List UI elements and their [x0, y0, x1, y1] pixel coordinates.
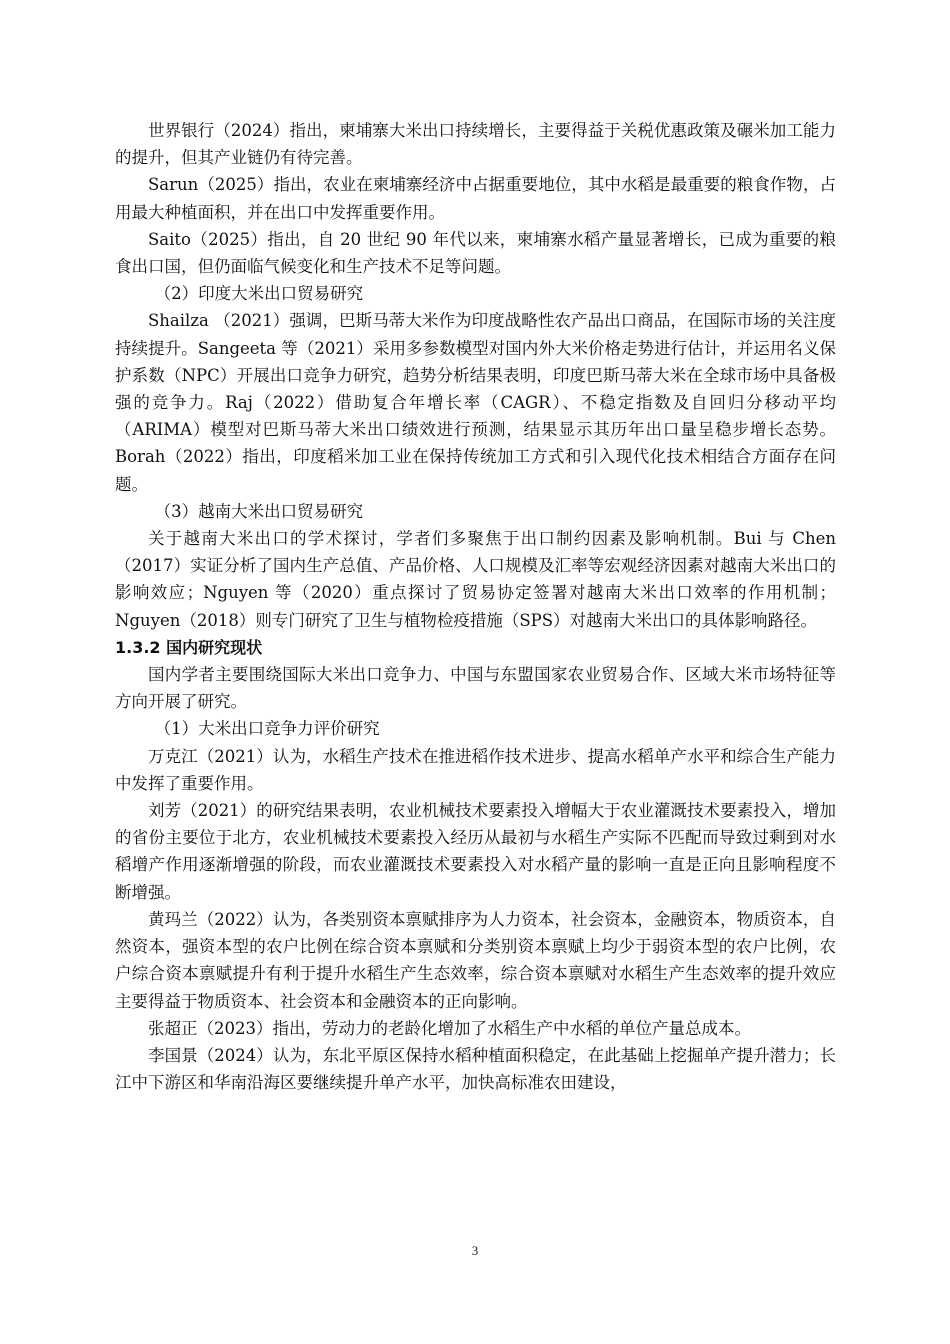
- subheading-india-rice-export: （2）印度大米出口贸易研究: [154, 284, 364, 304]
- paragraph-vietnam-research: 关于越南大米出口的学术探讨，学者们多聚焦于出口制约因素及影响机制。Bui 与 Chen（2017）实证分析了国内生产总值、产品价格、人口规模及汇率等宏观经济因素对越南大米出口的影响效应；Nguyen 等（2020）重点探讨了贸易协定签署对越南大米出口效率的作用机制；Nguyen（2018）则专门研究了卫生与植物检疫措施（SPS）对越南大米出口的具体影响路径。: [115, 529, 836, 630]
- paragraph-huang-malan: 黄玛兰（2022）认为，各类别资本禀赋排序为人力资本，社会资本，金融资本，物质资本，自然资本，强资本型的农户比例在综合资本禀赋和分类别资本禀赋上均少于弱资本型的农户比例，农户综合资本禀赋提升有利于提升水稻生产生态效率，综合资本禀赋对水稻生产生态效率的提升效应主要得益于物质资本、社会资本和金融资本的正向影响。: [115, 909, 836, 1011]
- paragraph-zhang-chaozheng: 张超正（2023）指出，劳动力的老龄化增加了水稻生产中水稻的单位产量总成本。: [148, 1018, 751, 1038]
- page-number: 3: [471, 1243, 479, 1258]
- paragraph-saito: Saito（2025）指出，自 20 世纪 90 年代以来，柬埔寨水稻产量显著增长，已成为重要的粮食出口国，但仍面临气候变化和生产技术不足等问题。: [115, 229, 836, 277]
- paragraph-india-research: Shailza （2021）强调，巴斯马蒂大米作为印度战略性农产品出口商品，在国际市场的关注度持续提升。Sangeeta 等（2021）采用多参数模型对国内外大米价格走势进行估计，并运用名义保护系数（NPC）开展出口竞争力研究，趋势分析结果表明，印度巴斯马蒂大米在全球市场中具备极强的竞争力。Raj（2022）借助复合年增长率（CAGR）、不稳定指数及自回归分移动平均（ARIMA）模型对巴斯马蒂大米出口绩效进行预测，结果显示其历年出口量呈稳步增长态势。Borah（2022）指出，印度稻米加工业在保持传统加工方式和引入现代化技术相结合方面存在问题。: [115, 311, 836, 494]
- subheading-competitiveness-evaluation: （1）大米出口竞争力评价研究: [154, 719, 380, 739]
- paragraph-world-bank: 世界银行（2024）指出，柬埔寨大米出口持续增长，主要得益于关税优惠政策及碾米加工能力的提升，但其产业链仍有待完善。: [115, 121, 836, 168]
- paragraph-li-guojing: 李国景（2024）认为，东北平原区保持水稻种植面积稳定，在此基础上挖掘单产提升潜力；长江中下游区和华南沿海区要继续提升单产水平，加快高标准农田建设，: [115, 1045, 836, 1093]
- document-body: [115, 117, 836, 1096]
- paragraph-sarun: Sarun（2025）指出，农业在柬埔寨经济中占据重要地位，其中水稻是最重要的粮食作物，占用最大种植面积，并在出口中发挥重要作用。: [115, 175, 836, 222]
- paragraph-wan-kejiang: 万克江（2021）认为，水稻生产技术在推进稻作技术进步、提高水稻单产水平和综合生产能力中发挥了重要作用。: [115, 746, 836, 793]
- paragraph-liu-fang: 刘芳（2021）的研究结果表明，农业机械技术要素投入增幅大于农业灌溉技术要素投入，增加的省份主要位于北方，农业机械技术要素投入经历从最初与水稻生产实际不匹配而导致过剩到对水稻增产作用逐渐增强的阶段，而农业灌溉技术要素投入对水稻产量的影响一直是正向且影响程度不断增强。: [115, 801, 836, 902]
- section-heading-domestic-research: 1.3.2 国内研究现状: [115, 637, 263, 657]
- paragraph-domestic-overview: 国内学者主要围绕国际大米出口竞争力、中国与东盟国家农业贸易合作、区域大米市场特征等方向开展了研究。: [115, 665, 836, 712]
- subheading-vietnam-rice-export: （3）越南大米出口贸易研究: [154, 501, 364, 521]
